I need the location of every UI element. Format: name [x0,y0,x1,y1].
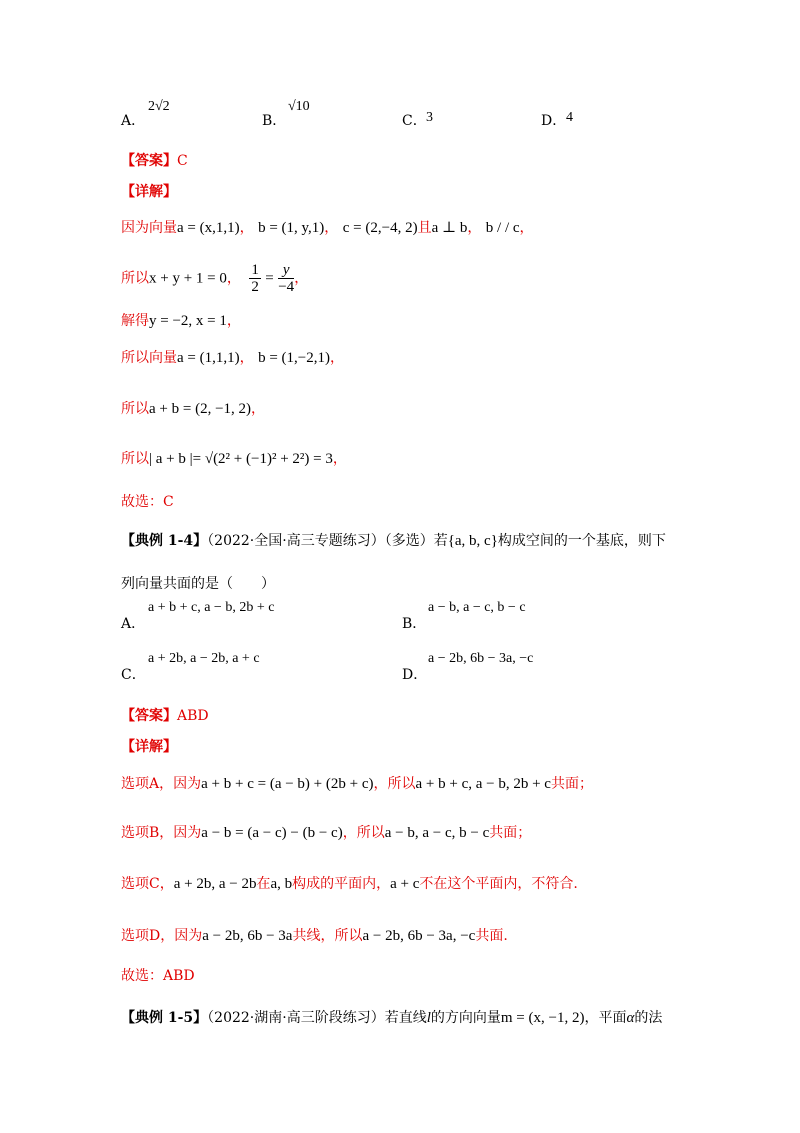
option-b-label: B． [262,113,287,129]
option-d-value: a − 2b, 6b − 3a, −c [428,651,534,666]
detail-text: 不在这个平面内，不符合. [419,876,578,892]
math-expr: a + b + c = (a − b) + (2b + c) [201,776,374,792]
detail-line-1 [121,217,534,237]
option-c-label: C． [402,113,427,129]
detail-text: 解得 [121,313,149,329]
math-expr: a − b = (a − c) − (b − c) [201,825,343,841]
q3-answer [121,150,188,170]
math-expr: a + b + c, a − b, 2b + c [415,776,551,792]
separator: ， [467,220,482,236]
question-text: ，平面 [584,1010,627,1026]
answer-tag: 【答案】 [121,153,177,169]
fraction-denominator: 2 [251,279,259,295]
option-c-value: 3 [426,110,433,125]
q4-answer [121,705,209,725]
option-c-value: a + 2b, a − 2b, a + c [148,651,260,666]
option-d-value: 4 [566,110,573,125]
equals-sign: = [265,270,274,287]
q4-stem-line-2: 列向量共面的是（ ） [121,576,275,592]
detail-text: 且 [417,220,432,236]
separator: ， [329,350,344,366]
detail-text: 选项C， [121,876,174,892]
detail-line-6 [121,448,347,468]
question-text: 的法 [634,1010,663,1026]
separator: ， [251,401,266,417]
separator: ， [226,313,241,329]
math-expr: x + y + 1 = 0 [149,270,227,287]
detail-text: 共面； [550,776,593,792]
separator: ， [239,220,254,236]
math-expr: a + b = (2, −1, 2) [149,401,252,417]
math-expr: α [626,1010,635,1026]
example-tag: 【典例 1-5】 [121,1010,208,1026]
option-b-label: B． [402,616,427,632]
detail-text: 选项D，因为 [121,928,203,944]
detail-text: 共面. [475,928,508,944]
math-expr: a ⊥ b [431,220,468,236]
q4-conclusion: 故选：ABD [121,968,195,984]
option-a-label: A． [121,616,146,632]
separator: ， [332,451,347,467]
question-text: 构成空间的一个基底，则下 [497,533,666,549]
answer-value: C [177,153,188,169]
detail-text: 在 [256,876,271,892]
question-source: （2022·全国·高三专题练习）（多选）若 [207,533,448,549]
detail-text: 因为向量 [121,220,177,236]
math-expr: b / / c [485,220,520,236]
q4-detail-a [121,773,593,793]
example-tag: 【典例 1-4】 [121,533,208,549]
separator: ， [324,220,339,236]
detail-text: 选项A，因为 [121,776,202,792]
separator: ， [226,270,241,287]
q4-detail-d [121,925,508,945]
detail-tag: 【详解】 [121,739,177,755]
math-expr: a − 2b, 6b − 3a, −c [362,928,476,944]
fraction-numerator: y [278,262,294,279]
math-expr: | a + b |= √(2² + (−1)² + 2²) = 3 [149,451,333,467]
math-expr: a = (x,1,1) [177,220,240,236]
detail-text: 所以 [121,401,149,417]
math-expr: a − 2b, 6b − 3a [202,928,293,944]
separator: ， [519,220,534,236]
option-a-label: A． [121,113,146,129]
q4-stem-line-1 [121,530,666,550]
detail-text: 共面； [489,825,532,841]
option-a-value: 2√2 [148,99,170,114]
math-expr: a + 2b, a − 2b [173,876,257,892]
q4-detail-b [121,822,531,842]
option-b-value: a − b, a − c, b − c [428,600,526,615]
answer-value: ABD [177,708,209,724]
q3-conclusion: 故选：C [121,494,174,510]
question-text: 的方向向量 [430,1010,501,1026]
separator: ， [239,350,254,366]
detail-text: 所以 [121,270,149,287]
option-b-value: √10 [288,99,310,114]
option-d-label: D． [541,113,567,129]
separator: ， [294,270,309,287]
math-expr: b = (1, y,1) [258,220,325,236]
q5-stem-line-1 [121,1007,662,1027]
detail-line-4 [121,347,344,367]
q4-detail-c [121,873,578,893]
math-expr: {a, b, c} [447,533,498,549]
option-d-label: D． [402,667,428,683]
detail-text: 选项B，因为 [121,825,202,841]
detail-text: 所以向量 [121,350,177,366]
question-source: （2022·湖南·高三阶段练习）若直线 [207,1010,427,1026]
fraction-numerator: 1 [251,262,259,278]
fraction-denominator: −4 [278,279,295,295]
math-expr: m = (x, −1, 2) [500,1010,585,1026]
math-expr: y = −2, x = 1 [149,313,227,329]
detail-line-5 [121,398,265,418]
detail-tag: 【详解】 [121,184,177,200]
math-expr: a + c [390,876,420,892]
answer-tag: 【答案】 [121,708,177,724]
fraction [278,262,294,295]
detail-text: ，所以 [373,776,416,792]
option-a-value: a + b + c, a − b, 2b + c [148,600,275,615]
math-expr: a − b, a − c, b − c [384,825,490,841]
detail-text: 所以 [121,451,149,467]
detail-text: 构成的平面内， [292,876,391,892]
detail-line-3 [121,310,241,330]
option-c-label: C． [121,667,146,683]
math-expr: c = (2,−4, 2) [342,220,418,236]
fraction [249,262,261,295]
detail-text: 共线，所以 [292,928,363,944]
math-expr: l [426,1010,431,1026]
detail-line-2 [121,262,308,295]
math-expr: a = (1,1,1) [177,350,240,366]
math-expr: a, b [270,876,293,892]
math-expr: b = (1,−2,1) [258,350,330,366]
detail-text: ，所以 [342,825,385,841]
